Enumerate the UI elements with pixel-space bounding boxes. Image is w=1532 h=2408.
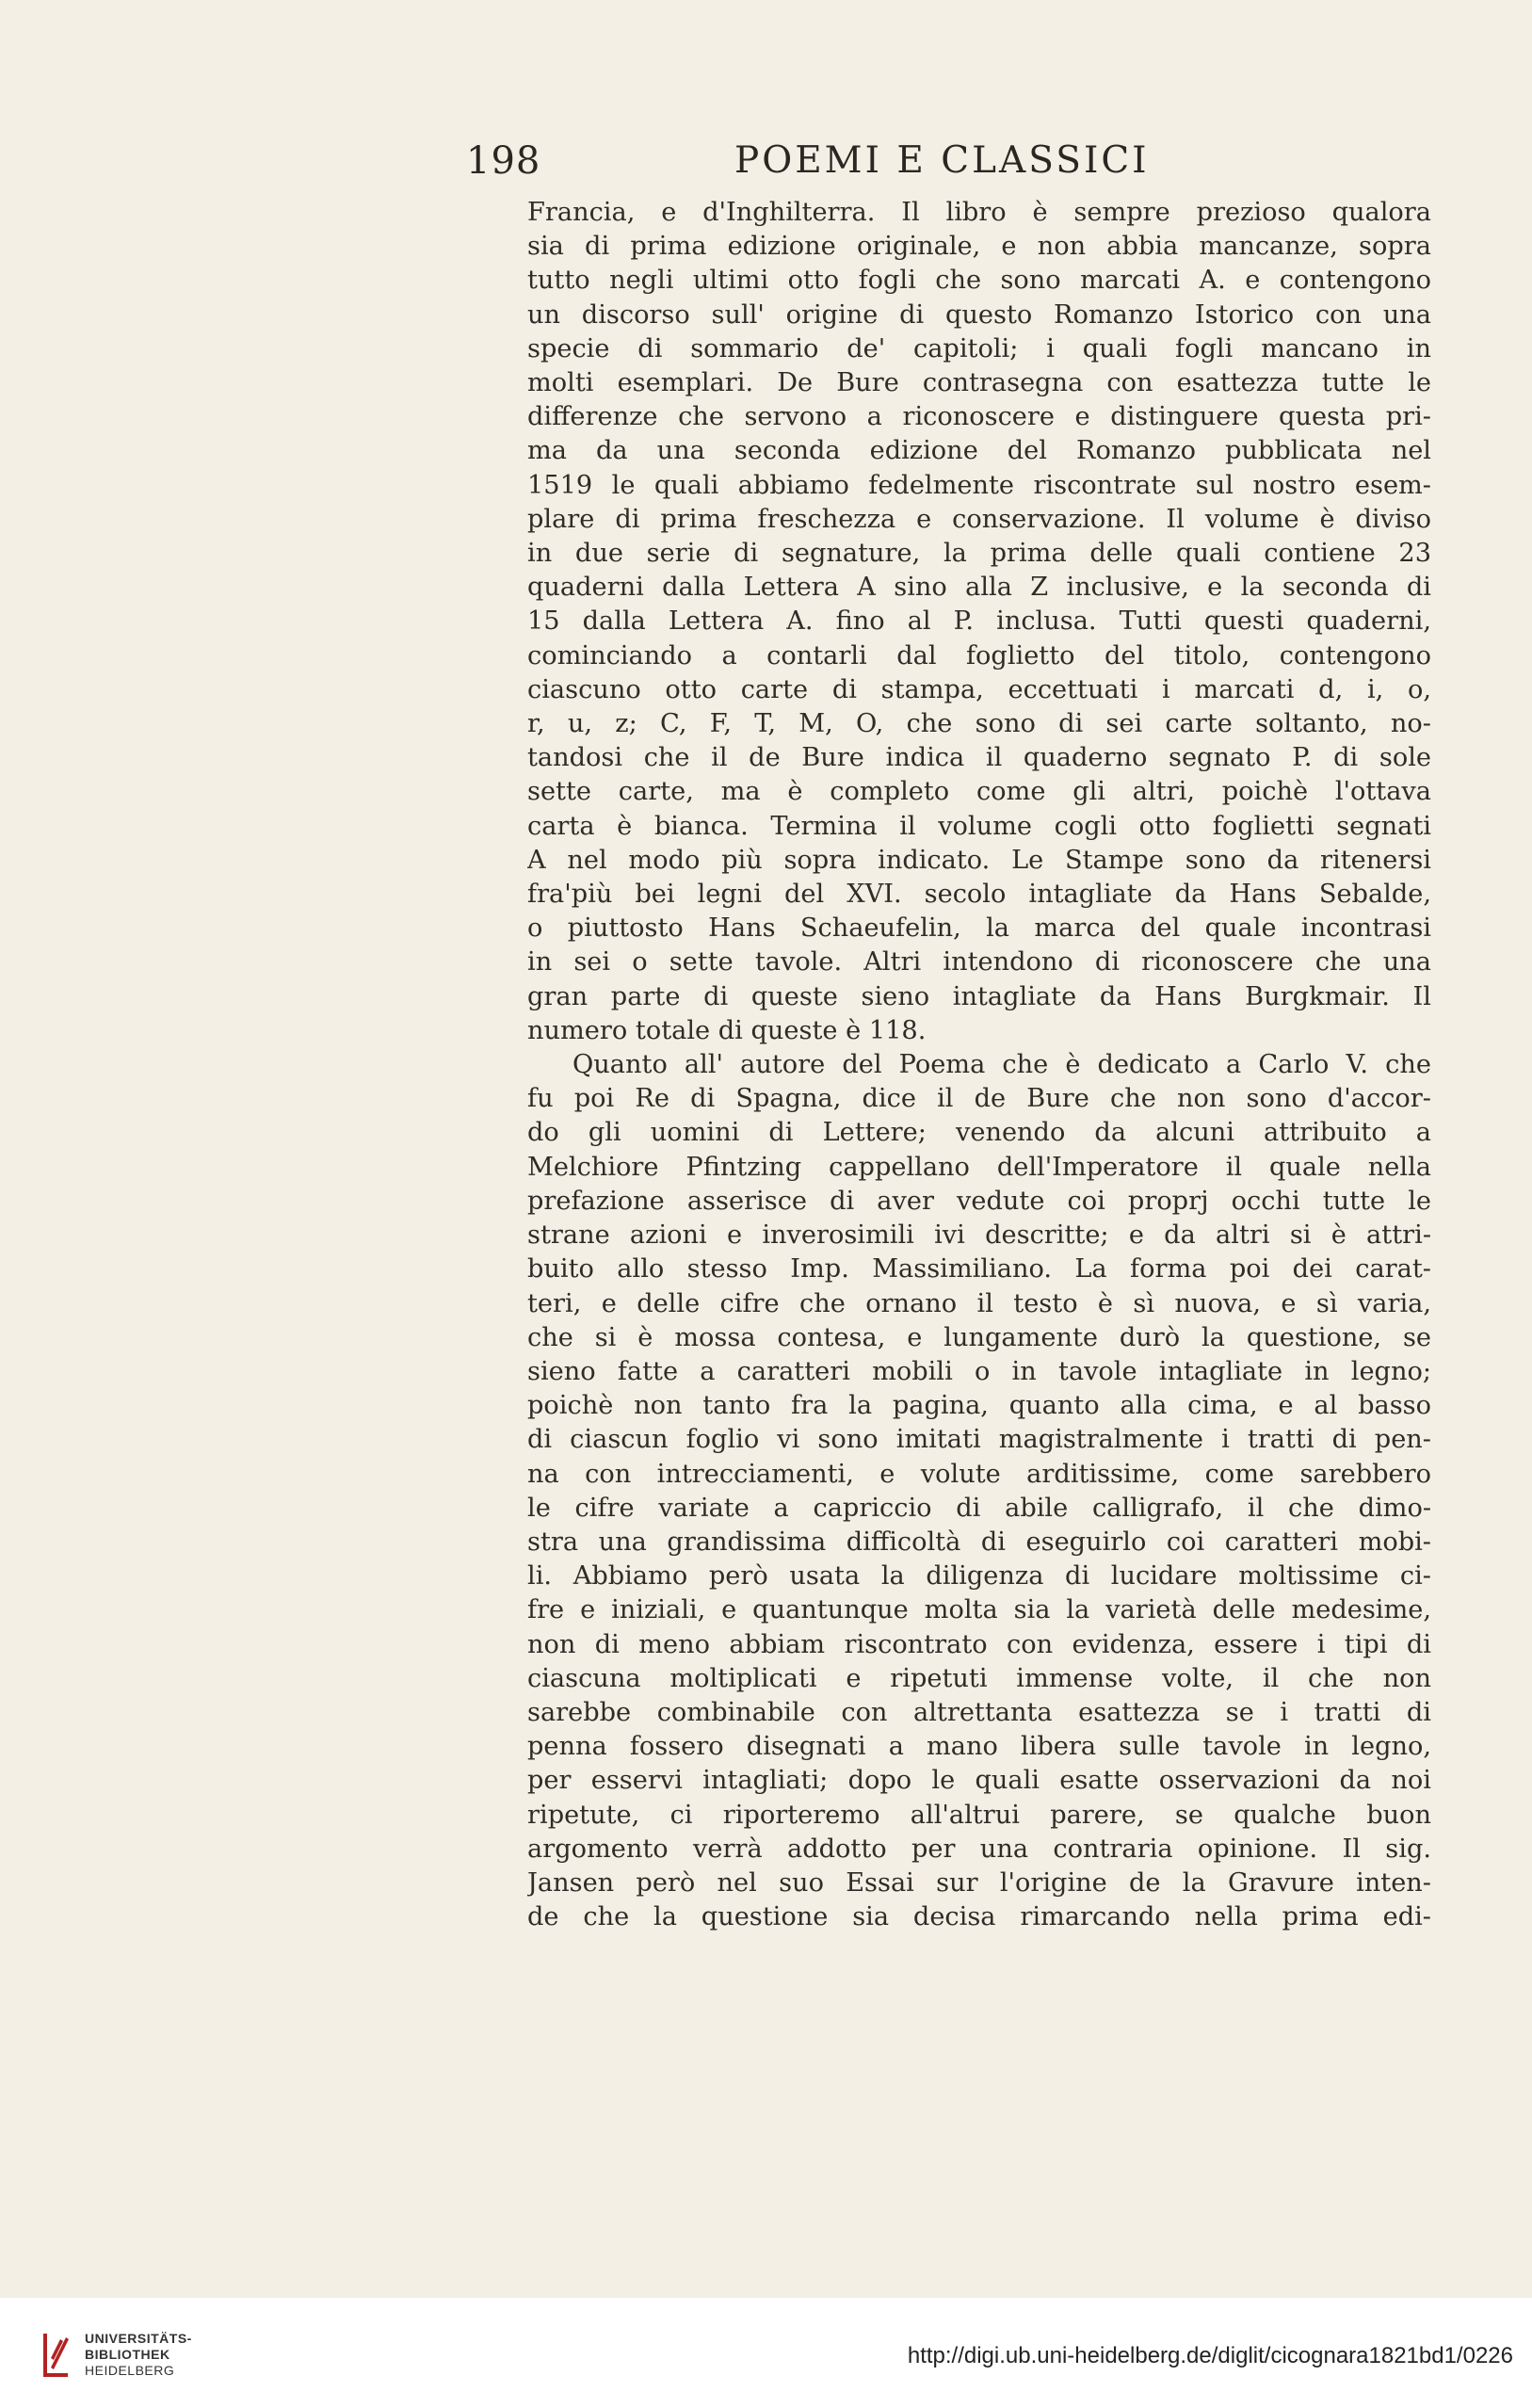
running-head: POEMI E CLASSICI (734, 139, 1150, 182)
text-line: plare di prima freschezza e conservazione. Il volume è diviso (527, 504, 1431, 534)
text-line: un discorso sull' origine di questo Romanzo Istorico con una (527, 299, 1431, 330)
text-line: gran parte di queste sieno intagliate da Hans Burgkmair. Il (527, 981, 1431, 1011)
text-line: teri, e delle cifre che ornano il testo è sì nuova, e sì varia, (527, 1288, 1431, 1318)
library-logo-icon (41, 2332, 70, 2379)
text-line: ma da una seconda edizione del Romanzo pubblicata nel (527, 436, 1431, 466)
text-line: per esservi intagliati; dopo le quali esatte osservazioni da noi (527, 1766, 1431, 1796)
text-line: penna fossero disegnati a mano libera sulle tavole in legno, (527, 1732, 1431, 1762)
text-line: Jansen però nel suo Essai sur l'origine de la Gravure inten- (527, 1867, 1431, 1898)
text-line: stra una grandissima difficoltà di eseguirlo coi caratteri mobi- (527, 1527, 1431, 1557)
text-line: A nel modo più sopra indicato. Le Stampe sono da ritenersi (527, 845, 1431, 875)
text-line: r, u, z; C, F, T, M, O, che sono di sei carte soltanto, no- (527, 709, 1431, 739)
text-line: sia di prima edizione originale, e non abbia mancanze, sopra (527, 232, 1431, 262)
text-line: numero totale di queste è 118. (527, 1015, 927, 1045)
text-line: fre e iniziali, e quantunque molta sia la varietà delle medesime, (527, 1595, 1431, 1625)
logo-line-1: UNIVERSITÄTS- (85, 2331, 192, 2346)
text-line: cominciando a contarli dal foglietto del titolo, contengono (527, 640, 1431, 671)
source-url-link[interactable]: http://digi.ub.uni-heidelberg.de/diglit/cicognara1821bd1/0226 (907, 2343, 1513, 2368)
text-line: prefazione asserisce di aver vedute coi proprj occhi tutte le (527, 1186, 1431, 1216)
text-line: molti esemplari. De Bure contrasegna con esattezza tutte le (527, 368, 1431, 398)
text-line: tutto negli ultimi otto fogli che sono marcati A. e contengono (527, 266, 1431, 296)
text-line: de che la questione sia decisa rimarcando nella prima edi- (527, 1902, 1431, 1932)
text-line: non di meno abbiam riscontrato con evidenza, essere i tipi di (527, 1629, 1431, 1659)
logo-line-3: HEIDELBERG (85, 2363, 175, 2378)
text-line: che si è mossa contesa, e lungamente durò la questione, se (527, 1322, 1431, 1352)
text-line: specie di sommario de' capitoli; i quali fogli mancano in (527, 333, 1431, 364)
text-line: quaderni dalla Lettera A sino alla Z inclusive, e la seconda di (527, 573, 1431, 603)
text-line: 1519 le quali abbiamo fedelmente riscontrate sul nostro esem- (527, 470, 1431, 500)
text-line: ripetute, ci riporteremo all'altrui parere, se qualche buon (527, 1800, 1431, 1830)
logo-line-2: BIBLIOTHEK (85, 2347, 170, 2362)
body-text (527, 196, 1431, 1934)
page-number: 198 (466, 139, 541, 183)
text-line: buito allo stesso Imp. Massimiliano. La forma poi dei carat- (527, 1254, 1431, 1285)
text-line: differenze che servono a riconoscere e distinguere questa pri- (527, 402, 1431, 432)
library-logo-text (85, 2331, 192, 2379)
text-line: le cifre variate a capriccio di abile calligrafo, il che dimo- (527, 1493, 1431, 1523)
text-line: li. Abbiamo però usata la diligenza di lucidare moltissime ci- (527, 1561, 1431, 1592)
text-line: Francia, e d'Inghilterra. Il libro è sempre prezioso qualora (527, 198, 1431, 227)
text-line: di ciascun foglio vi sono imitati magistralmente i tratti di pen- (527, 1425, 1431, 1455)
text-line: Quanto all' autore del Poema che è dedicato a Carlo V. che (572, 1050, 1431, 1080)
text-line: ciascuna moltiplicati e ripetuti immense volte, il che non (527, 1663, 1431, 1693)
text-line: in due serie di segnature, la prima delle quali contiene 23 (527, 539, 1431, 569)
text-line: sarebbe combinabile con altrettanta esattezza se i tratti di (527, 1697, 1431, 1727)
text-line: argomento verrà addotto per una contraria opinione. Il sig. (527, 1834, 1431, 1864)
text-line: 15 dalla Lettera A. fino al P. inclusa. Tutti questi quaderni, (527, 606, 1431, 637)
text-line: carta è bianca. Termina il volume cogli otto foglietti segnati (527, 811, 1431, 841)
text-line: strane azioni e inverosimili ivi descritte; e da altri si è attri- (527, 1220, 1431, 1251)
text-line: fra'più bei legni del XVI. secolo intagliate da Hans Sebalde, (527, 880, 1431, 910)
text-line: do gli uomini di Lettere; venendo da alcuni attribuito a (527, 1118, 1431, 1148)
text-line: Melchiore Pfintzing cappellano dell'Imperatore il quale nella (527, 1152, 1431, 1182)
text-line: in sei o sette tavole. Altri intendono di riconoscere che una (527, 947, 1431, 978)
text-line: na con intrecciamenti, e volute arditissime, come sarebbero (527, 1459, 1431, 1489)
text-line: sieno fatte a caratteri mobili o in tavole intagliate in legno; (527, 1356, 1431, 1386)
text-line: poichè non tanto fra la pagina, quanto alla cima, e al basso (527, 1391, 1431, 1421)
text-line: o piuttosto Hans Schaeufelin, la marca del quale incontrasi (527, 913, 1431, 944)
text-line: tandosi che il de Bure indica il quaderno segnato P. di sole (527, 743, 1431, 773)
page-header (466, 139, 1182, 196)
text-line: sette carte, ma è completo come gli altri, poichè l'ottava (527, 777, 1431, 807)
text-line: fu poi Re di Spagna, dice il de Bure che non sono d'accor- (527, 1084, 1431, 1114)
text-line: ciascuno otto carte di stampa, eccettuati i marcati d, i, o, (527, 674, 1431, 704)
